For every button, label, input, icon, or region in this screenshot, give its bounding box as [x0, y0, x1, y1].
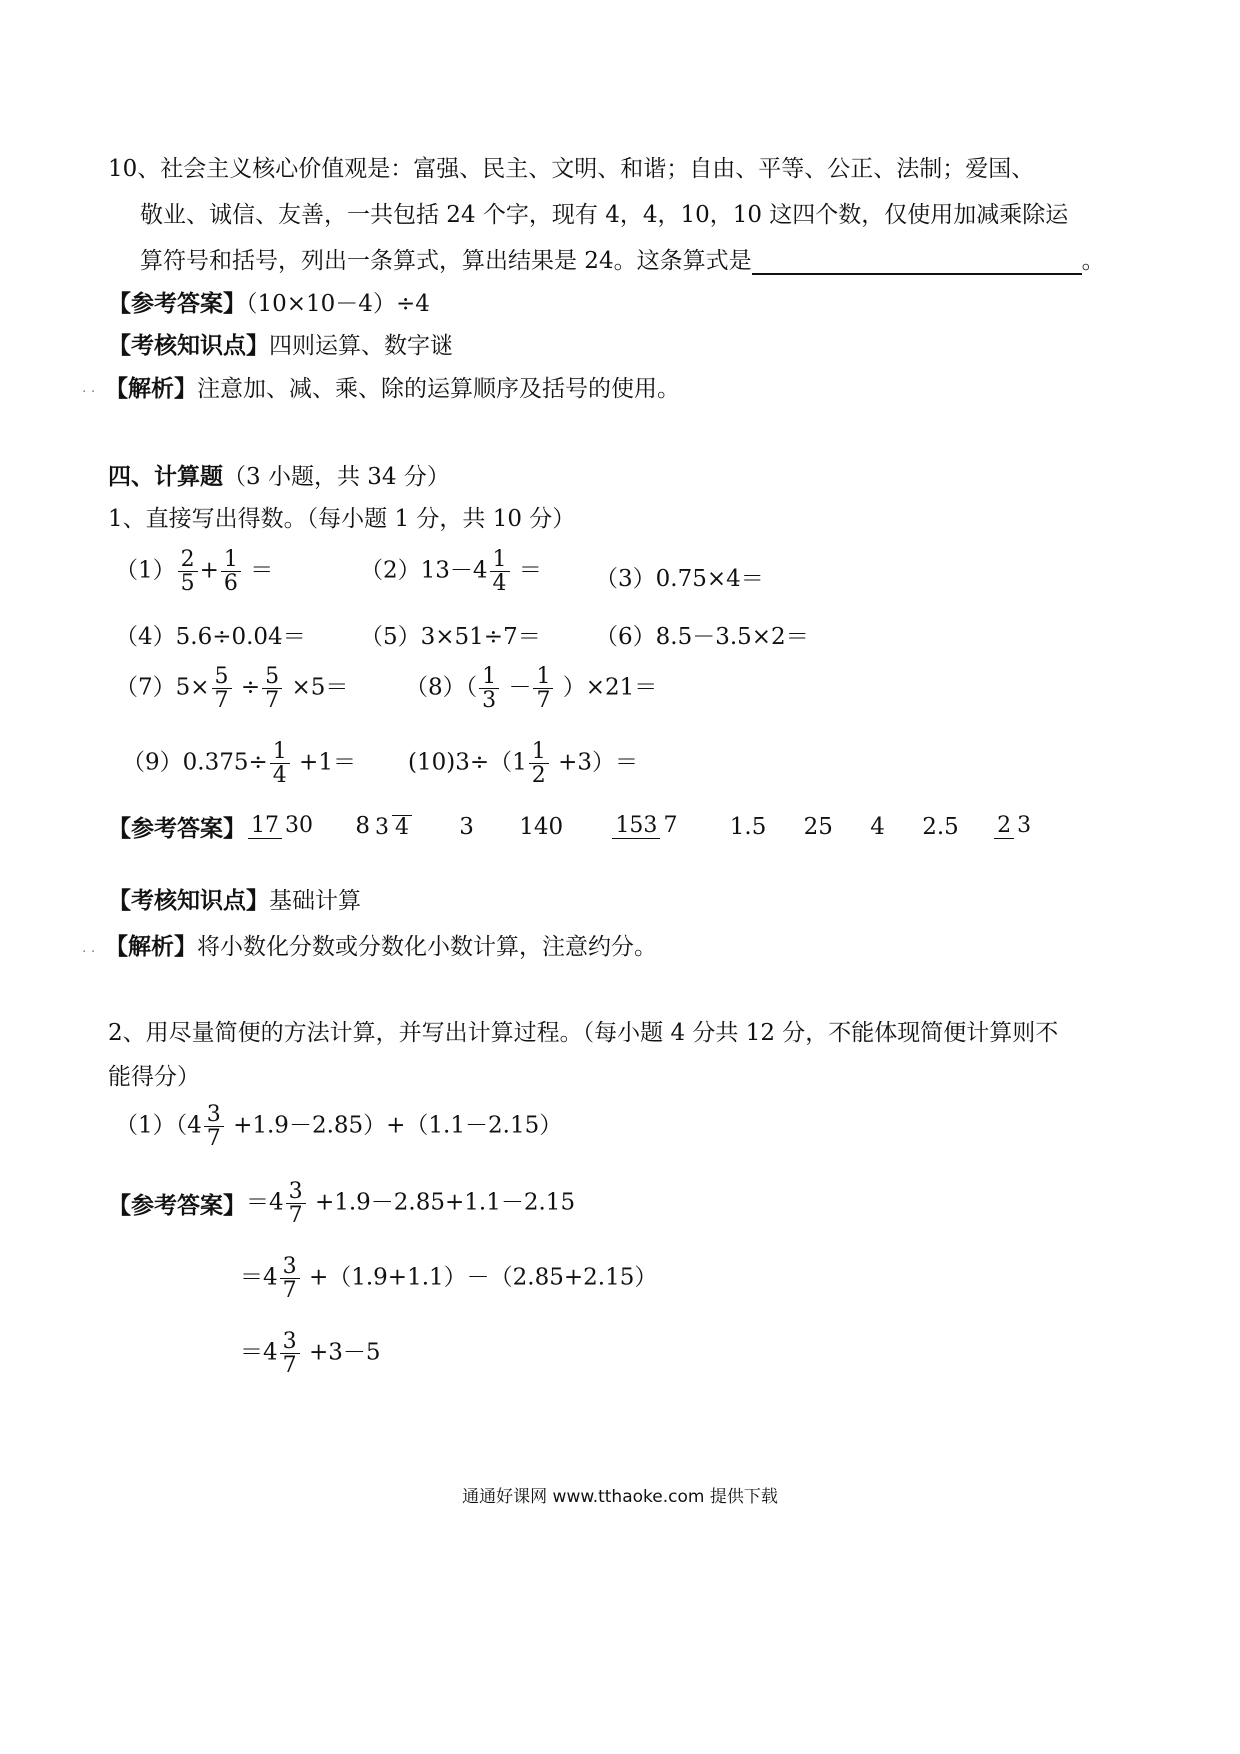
denominator: 4 — [272, 763, 287, 789]
step-prefix: ＝4 — [240, 1264, 278, 1291]
numerator: 17 — [248, 814, 282, 838]
denominator: 3 — [1017, 813, 1032, 839]
denominator: 7 — [206, 1126, 221, 1152]
step-tail: +3－5 — [301, 1339, 381, 1366]
denominator: 7 — [282, 1278, 297, 1304]
numerator: 5 — [212, 665, 232, 689]
problem-tail: +3）＝ — [550, 749, 638, 776]
denominator: 7 — [282, 1353, 297, 1379]
answer-10 — [994, 814, 1034, 838]
knowledge-label: 【考核知识点】 — [108, 888, 269, 914]
problem-index: （1）（4 — [115, 1112, 202, 1139]
q2-problem-1 — [115, 1103, 562, 1150]
numerator: 3 — [374, 815, 389, 841]
answer-5 — [612, 814, 680, 838]
problem-index: (10)3÷（1 — [408, 749, 527, 776]
answer-8: 4 — [870, 813, 885, 840]
denominator: 4 — [492, 571, 507, 597]
denominator: 3 — [482, 688, 497, 714]
margin-dots: . . — [82, 380, 96, 396]
q2-step-2 — [240, 1255, 657, 1302]
numerator: 5 — [262, 665, 282, 689]
step-prefix: ＝4 — [240, 1339, 278, 1366]
answer-2 — [355, 813, 414, 839]
fraction — [280, 1255, 300, 1302]
denominator: 7 — [663, 813, 678, 839]
step-tail: +1.9－2.85+1.1－2.15 — [307, 1189, 576, 1216]
problem-tail: ＝ — [511, 557, 542, 584]
step-prefix: ＝4 — [246, 1189, 284, 1216]
problem-1 — [115, 548, 273, 595]
denominator: 4 — [392, 815, 412, 839]
numerator: 1 — [529, 740, 549, 764]
fraction — [490, 548, 510, 595]
numerator: 2 — [178, 548, 198, 572]
numerator: 153 — [612, 814, 660, 838]
problem-3: （3）0.75×4＝ — [595, 566, 764, 592]
problem-index: （1） — [115, 557, 176, 584]
whole-part: 8 — [355, 813, 370, 840]
problem-tail: +1.9－2.85）+（1.1－2.15） — [225, 1112, 563, 1139]
answer-1 — [248, 814, 316, 838]
numerator: 1 — [479, 665, 499, 689]
q10-answer — [108, 285, 430, 318]
fraction — [221, 548, 241, 595]
fraction — [212, 665, 232, 712]
denominator: 30 — [285, 813, 313, 839]
analysis-label: 【解析】 — [105, 934, 197, 960]
q1-knowledge — [108, 882, 361, 915]
margin-dots: . . — [82, 940, 96, 956]
problem-tail: ）×21＝ — [555, 674, 658, 701]
fraction — [286, 1180, 306, 1227]
problem-6: （6）8.5－3.5×2＝ — [595, 624, 809, 650]
problem-tail: ×5＝ — [284, 674, 349, 701]
q2-title-line1: 2、用尽量简便的方法计算，并写出计算过程。（每小题 4 分共 12 分，不能体现简便计算则不 — [108, 1020, 1059, 1046]
operator: ÷ — [233, 674, 261, 701]
answer-label: 【参考答案】 — [108, 1193, 246, 1220]
fraction — [262, 665, 282, 712]
section-title: 四、计算题 — [108, 464, 223, 490]
fraction — [529, 740, 549, 787]
denominator: 7 — [536, 688, 551, 714]
fraction — [270, 740, 290, 787]
problem-index: （9）0.375÷ — [122, 749, 268, 776]
numerator: 1 — [490, 548, 510, 572]
knowledge-label: 【考核知识点】 — [108, 333, 269, 359]
problem-index: （7）5× — [115, 674, 210, 701]
numerator: 1 — [221, 548, 241, 572]
answer-6: 1.5 — [729, 813, 767, 840]
answer-blank — [752, 251, 1082, 275]
analysis-text: 将小数化分数或分数化小数计算，注意约分。 — [197, 934, 657, 960]
fraction — [479, 665, 499, 712]
q10-line3-text: 算符号和括号，列出一条算式，算出结果是 24。这条算式是 — [140, 248, 752, 274]
q10-knowledge — [108, 327, 453, 360]
problem-5: （5）3×51÷7＝ — [360, 624, 541, 650]
denominator: 7 — [214, 688, 229, 714]
numerator: 1 — [533, 665, 553, 689]
operator: － — [501, 674, 532, 701]
numerator: 3 — [204, 1103, 224, 1127]
q1-answers — [108, 810, 1036, 843]
denominator: 6 — [223, 571, 238, 597]
q10-line1: 10、社会主义核心价值观是：富强、民主、文明、和谐；自由、平等、公正、法制；爱国、 — [108, 156, 1035, 182]
problem-8 — [405, 665, 657, 712]
q10-line3 — [140, 242, 1105, 275]
denominator: 7 — [288, 1203, 303, 1229]
numerator: 2 — [994, 814, 1014, 838]
denominator: 7 — [265, 688, 280, 714]
answer-text: （10×10－4）÷4 — [246, 291, 430, 317]
problem-tail: ＝ — [242, 557, 274, 584]
problem-10 — [408, 740, 638, 787]
problem-4: （4）5.6÷0.04＝ — [115, 624, 306, 650]
q1-analysis — [105, 928, 657, 961]
knowledge-text: 基础计算 — [269, 888, 361, 914]
problem-7 — [115, 665, 348, 712]
fraction — [178, 548, 198, 595]
answer-3: 3 — [459, 813, 474, 840]
section-subtitle: （3 小题，共 34 分） — [223, 464, 450, 490]
page-footer: 通通好课网 www.tthaoke.com 提供下载 — [462, 1487, 778, 1507]
denominator: 2 — [531, 763, 546, 789]
problem-2 — [360, 548, 542, 595]
step-tail: +（1.9+1.1）－（2.85+2.15） — [301, 1264, 658, 1291]
section-heading — [108, 458, 450, 491]
fraction — [372, 815, 412, 839]
fraction — [204, 1103, 224, 1150]
numerator: 3 — [286, 1180, 306, 1204]
answer-label: 【参考答案】 — [108, 816, 246, 842]
q2-step-1 — [108, 1180, 575, 1227]
problem-index: （8）（ — [405, 674, 478, 701]
fraction — [533, 665, 553, 712]
knowledge-text: 四则运算、数字谜 — [269, 333, 453, 359]
denominator: 5 — [180, 571, 195, 597]
problem-9 — [122, 740, 356, 787]
q2-title-line2: 能得分） — [108, 1064, 200, 1090]
analysis-label: 【解析】 — [105, 376, 197, 402]
problem-tail: +1＝ — [291, 749, 356, 776]
q10-line2: 敬业、诚信、友善，一共包括 24 个字，现有 4，4，10，10 这四个数，仅使用加减乘除运 — [140, 202, 1069, 228]
answer-9: 2.5 — [922, 813, 959, 840]
answer-7: 25 — [803, 813, 833, 840]
q10-analysis — [105, 370, 680, 403]
q1-title: 1、直接写出得数。（每小题 1 分，共 10 分） — [108, 506, 576, 532]
operator: + — [199, 557, 219, 584]
q10-line3-end: 。 — [1081, 248, 1105, 274]
analysis-text: 注意加、减、乘、除的运算顺序及括号的使用。 — [197, 376, 680, 402]
numerator: 3 — [280, 1255, 300, 1279]
numerator: 1 — [270, 740, 290, 764]
numerator: 3 — [280, 1330, 300, 1354]
q2-step-3 — [240, 1330, 381, 1377]
fraction — [280, 1330, 300, 1377]
answer-4: 140 — [519, 813, 564, 840]
problem-index: （2）13－4 — [360, 557, 488, 584]
answer-label: 【参考答案】 — [108, 291, 246, 317]
